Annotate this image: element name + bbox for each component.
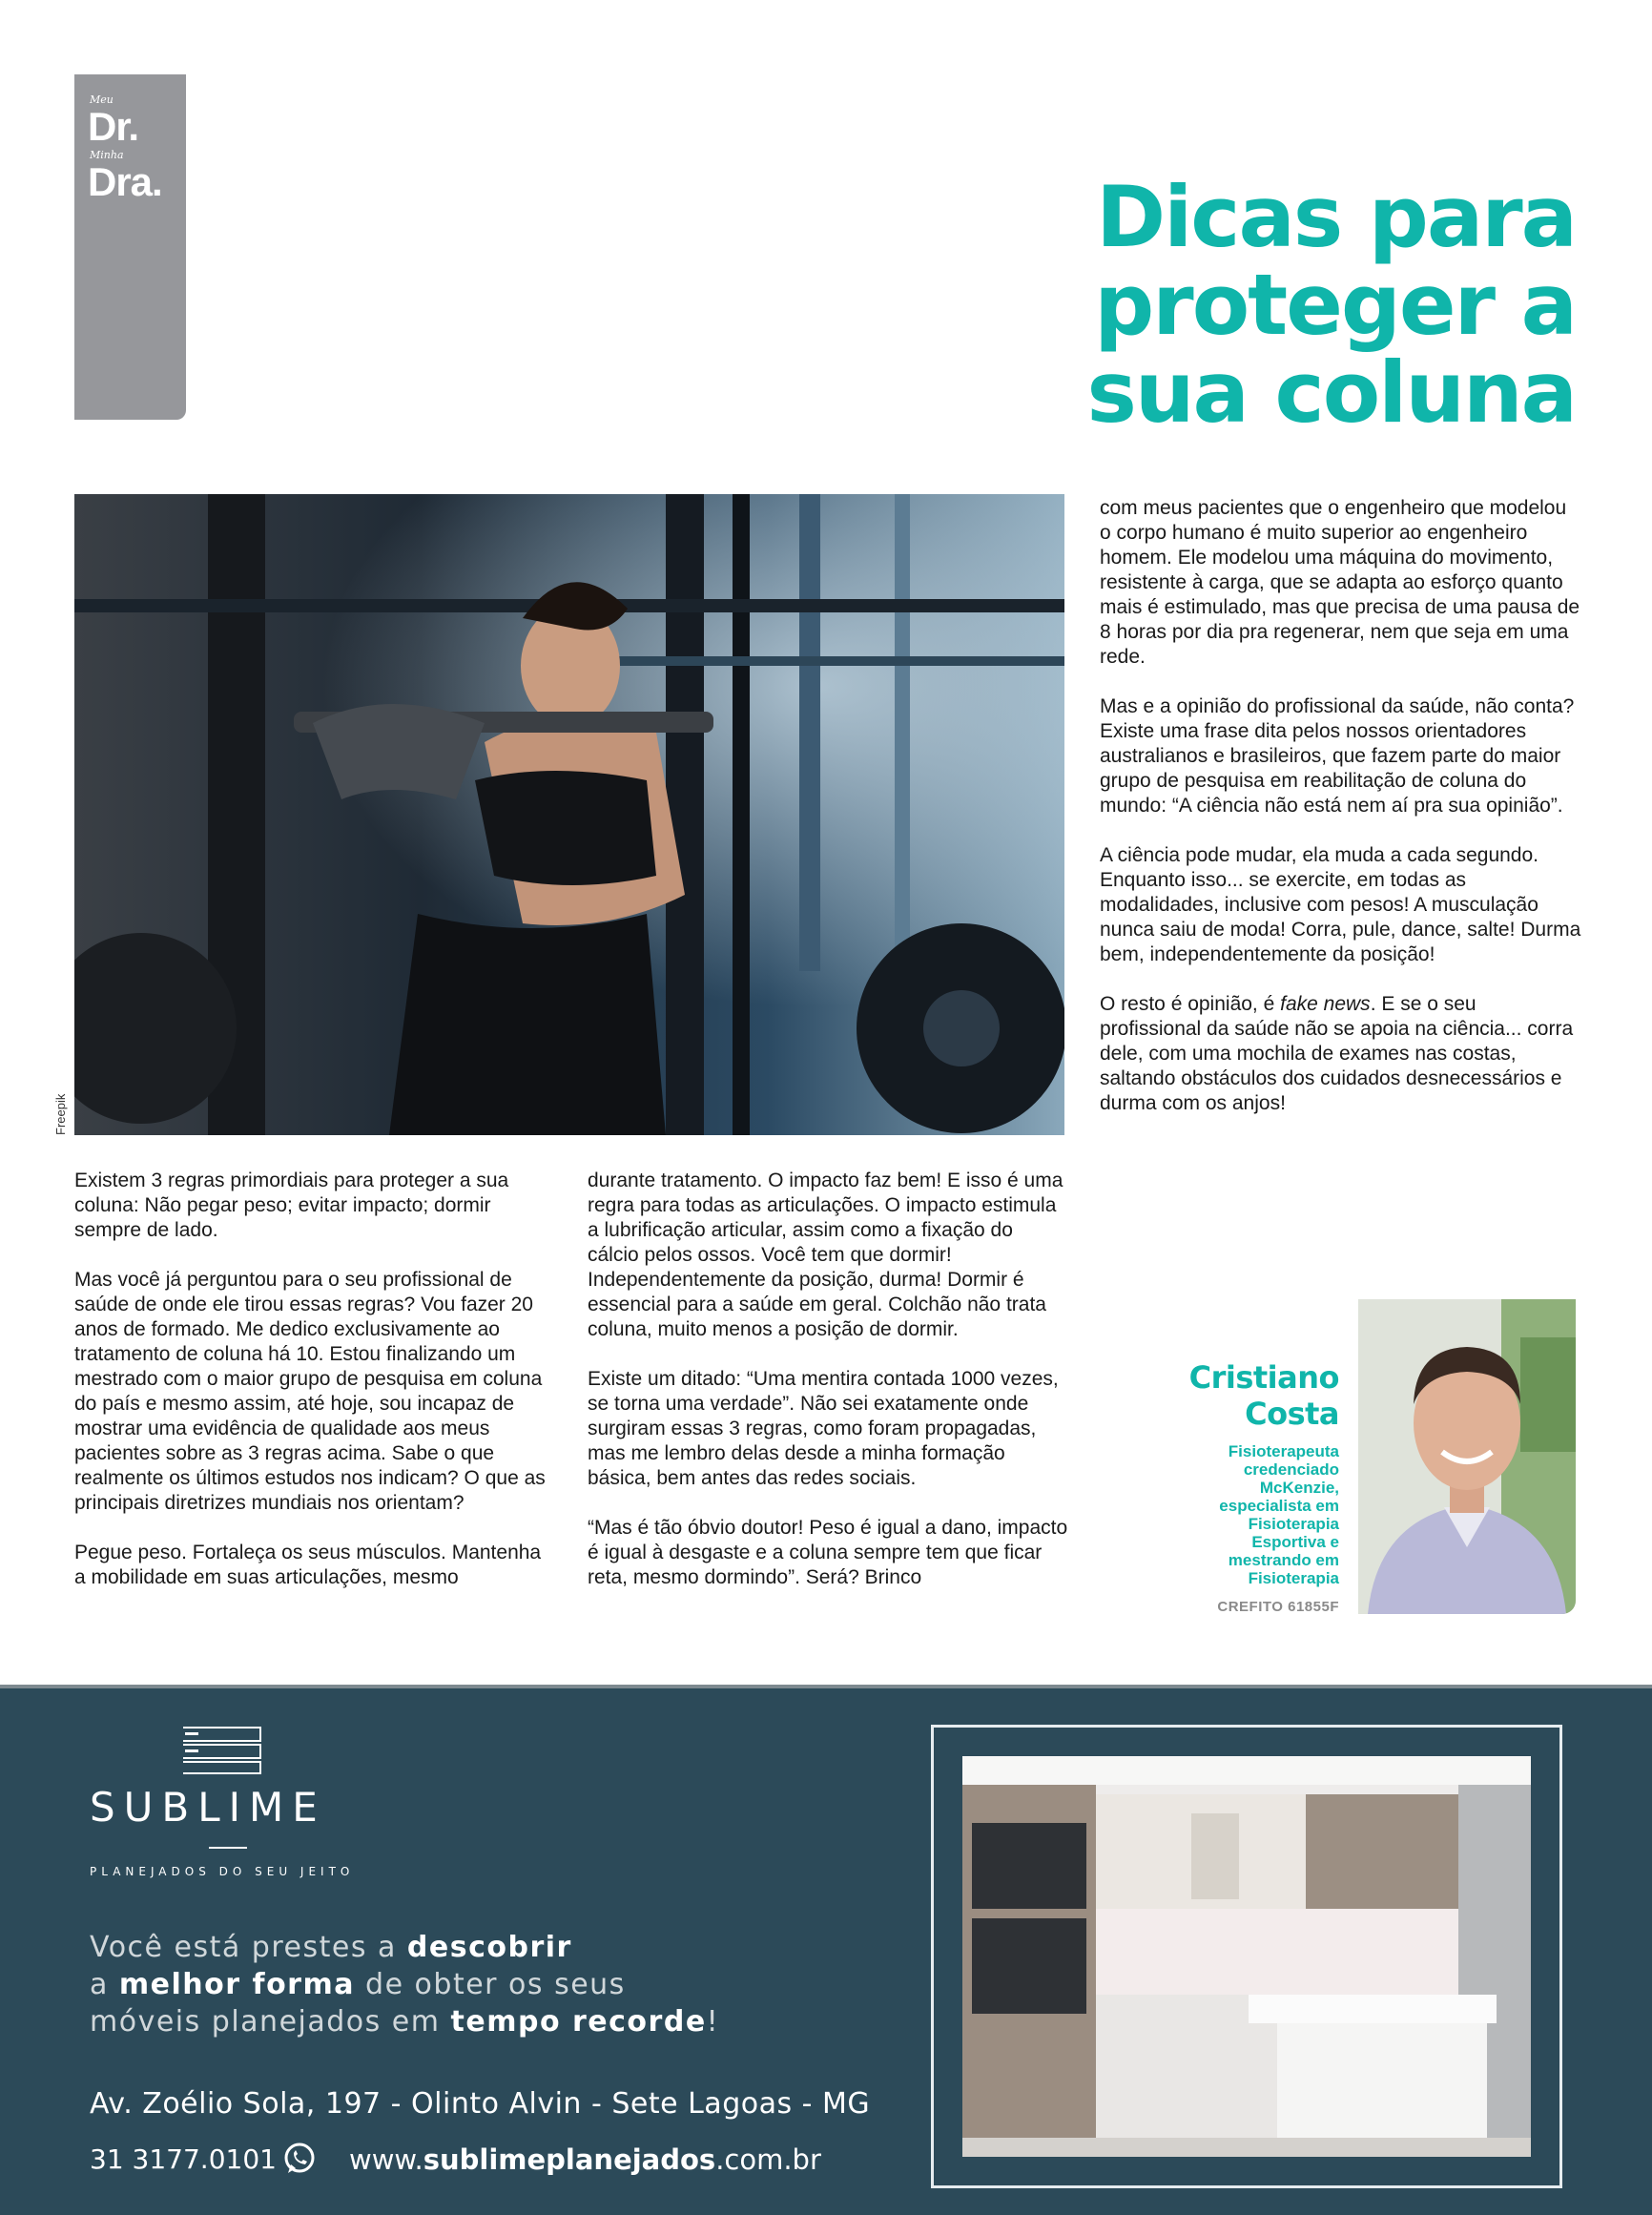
paragraph: Mas você já perguntou para o seu profissional de saúde de onde ele tirou essas regras? Vou fazer 20 anos de formado. Me dedico exclusivamente ao tratamento de coluna há 10. Estou finalizando um mestrado com o maior grupo de pesquisa em coluna do país e mesmo assim, até hoje, sou incapaz de mostrar uma evidência de qualidade aos meus pacientes sobre as 3 regras acima. Sabe o que realmente os últimos estudos nos indicam? O que as principais diretrizes mundiais nos orientam? xyxy=(74,1269,546,1514)
author-desc-line: especialista em xyxy=(1219,1497,1339,1515)
slogan-text: móveis planejados em xyxy=(90,2005,451,2039)
photo-credit: Freepik xyxy=(53,1093,68,1135)
paragraph: “Mas é tão óbvio doutor! Peso é igual a dano, impacto é igual à desgaste e a coluna sempre tem que ficar reta, mesmo dormindo”. Será? Brinco xyxy=(588,1517,1068,1588)
title-line-2: proteger a xyxy=(1094,256,1576,354)
brand-divider xyxy=(209,1847,247,1849)
site-domain: sublimeplanejados xyxy=(423,2143,716,2176)
logo-dra: Dra. xyxy=(88,159,162,204)
logo-dr: Dr. xyxy=(88,104,139,149)
article-column-3 xyxy=(1100,496,1581,1141)
slogan-text: de obter os seus xyxy=(354,1968,626,2001)
slogan-line-2 xyxy=(90,1966,776,2003)
author-desc-line: Esportiva e xyxy=(1251,1533,1339,1551)
slogan-bold: tempo recorde xyxy=(450,2005,707,2039)
kitchen-illustration xyxy=(962,1756,1531,2157)
phone-number: 31 3177.0101 xyxy=(90,2143,277,2175)
article-photo-gym xyxy=(74,494,1064,1135)
slogan-line-1 xyxy=(90,1929,776,1966)
ad-slogan xyxy=(90,1929,776,2040)
author-desc-line: Fisioterapeuta xyxy=(1228,1442,1339,1460)
paragraph: Existe um ditado: “Uma mentira contada 1000 vezes, se torna uma verdade”. Não sei exatamente onde surgiram essas 3 regras, como foram propagadas, mas me lembro delas desde a minha formação básica, bem antes das redes sociais. xyxy=(588,1368,1059,1489)
slogan-bold: melhor forma xyxy=(118,1968,355,2001)
author-desc-line: mestrando em xyxy=(1228,1551,1339,1569)
magazine-section-logo xyxy=(74,74,186,420)
site-suffix: .com.br xyxy=(715,2143,821,2176)
author-description xyxy=(1148,1442,1339,1587)
gym-photo-illustration xyxy=(74,494,1064,1135)
title-line-1: Dicas para xyxy=(1096,168,1576,266)
article-title xyxy=(889,168,1576,442)
kitchen-photo xyxy=(962,1756,1531,2157)
brand-tagline: PLANEJADOS DO SEU JEITO xyxy=(90,1865,355,1878)
author-desc-line: McKenzie, xyxy=(1259,1479,1339,1497)
slogan-line-3 xyxy=(90,2003,776,2040)
logo-script-minha: Minha xyxy=(90,149,124,161)
paragraph: Existem 3 regras primordiais para proteger a sua coluna: Não pegar peso; evitar impacto; dormir sempre de lado. xyxy=(74,1170,509,1241)
slogan-text: ! xyxy=(706,2005,720,2039)
text-before: O resto é opinião, é xyxy=(1100,993,1281,1015)
author-desc-line: Fisioterapia xyxy=(1248,1569,1339,1587)
paragraph: durante tratamento. O impacto faz bem! E isso é uma regra para todas as articulações. O impacto estimula a lubrificação articular, assim como a fixação do cálcio pelos ossos. Você tem que dormir! Independentemente da posição, durma! Dormir é essencial para a saúde em geral. Colchão não trata coluna, muito menos a posição de dormir. xyxy=(588,1170,1063,1340)
paragraph: com meus pacientes que o engenheiro que modelou o corpo humano é muito superior ao engenheiro homem. Ele modelou uma máquina do movimento, resistente à carga, que se adapta ao esforço quanto mais é estimulado, mas que precisa de uma pausa de 8 horas por dia pra regenerar, nem que seja em uma rede. xyxy=(1100,497,1580,668)
slogan-bold: descobrir xyxy=(406,1931,572,1964)
sublime-advertisement xyxy=(0,1688,1652,2215)
paragraph-fake-news xyxy=(1100,992,1581,1116)
author-crefito: CREFITO 61855F xyxy=(1217,1599,1339,1615)
text-emphasis: fake news xyxy=(1280,993,1371,1015)
text-after: . E se o seu profissional da saúde não se apoia na ciência... corra dele, com uma mochila de exames nas costas, saltando obstáculos dos cuidados desnecessários e durma com os anjos! xyxy=(1100,993,1574,1114)
author-first-name: Cristiano xyxy=(1188,1359,1339,1396)
ad-website xyxy=(349,2143,821,2176)
paragraph: A ciência pode mudar, ela muda a cada segundo. Enquanto isso... se exercite, em todas as modalidades, inclusive com pesos! A musculação nunca saiu de moda! Corra, pule, dance, salte! Durma bem, independentemente da posição! xyxy=(1100,844,1581,965)
author-desc-line: credenciado xyxy=(1243,1460,1339,1479)
brand-name: SUBLIME xyxy=(90,1784,326,1831)
author-desc-line: Fisioterapia xyxy=(1248,1515,1339,1533)
article-column-2 xyxy=(588,1169,1069,1615)
author-name xyxy=(1189,1359,1339,1432)
paragraph: Mas e a opinião do profissional da saúde, não conta? Existe uma frase dita pelos nossos orientadores australianos e brasileiros, que fazem parte do maior grupo de pesquisa em reabilitação de coluna do mundo: “A ciência não está nem aí pra sua opinião”. xyxy=(1100,695,1575,817)
whatsapp-icon xyxy=(282,2142,317,2176)
article-column-1 xyxy=(74,1169,551,1615)
paragraph: Pegue peso. Fortaleça os seus músculos. Mantenha a mobilidade em suas articulações, mesmo xyxy=(74,1542,542,1588)
title-line-3: sua coluna xyxy=(1086,343,1576,442)
slogan-text: Você está prestes a xyxy=(90,1931,407,1964)
ad-phone xyxy=(90,2142,317,2176)
ad-photo-frame xyxy=(931,1725,1562,2188)
slogan-text: a xyxy=(90,1968,119,2001)
logo-script-meu: Meu xyxy=(90,93,114,106)
ad-address: Av. Zoélio Sola, 197 - Olinto Alvin - Sete Lagoas - MG xyxy=(90,2087,871,2121)
site-prefix: www. xyxy=(349,2143,423,2176)
author-portrait xyxy=(1358,1299,1576,1614)
portrait-illustration xyxy=(1358,1299,1576,1614)
sublime-cabinet-icon xyxy=(177,1727,261,1774)
author-last-name: Costa xyxy=(1245,1396,1339,1432)
